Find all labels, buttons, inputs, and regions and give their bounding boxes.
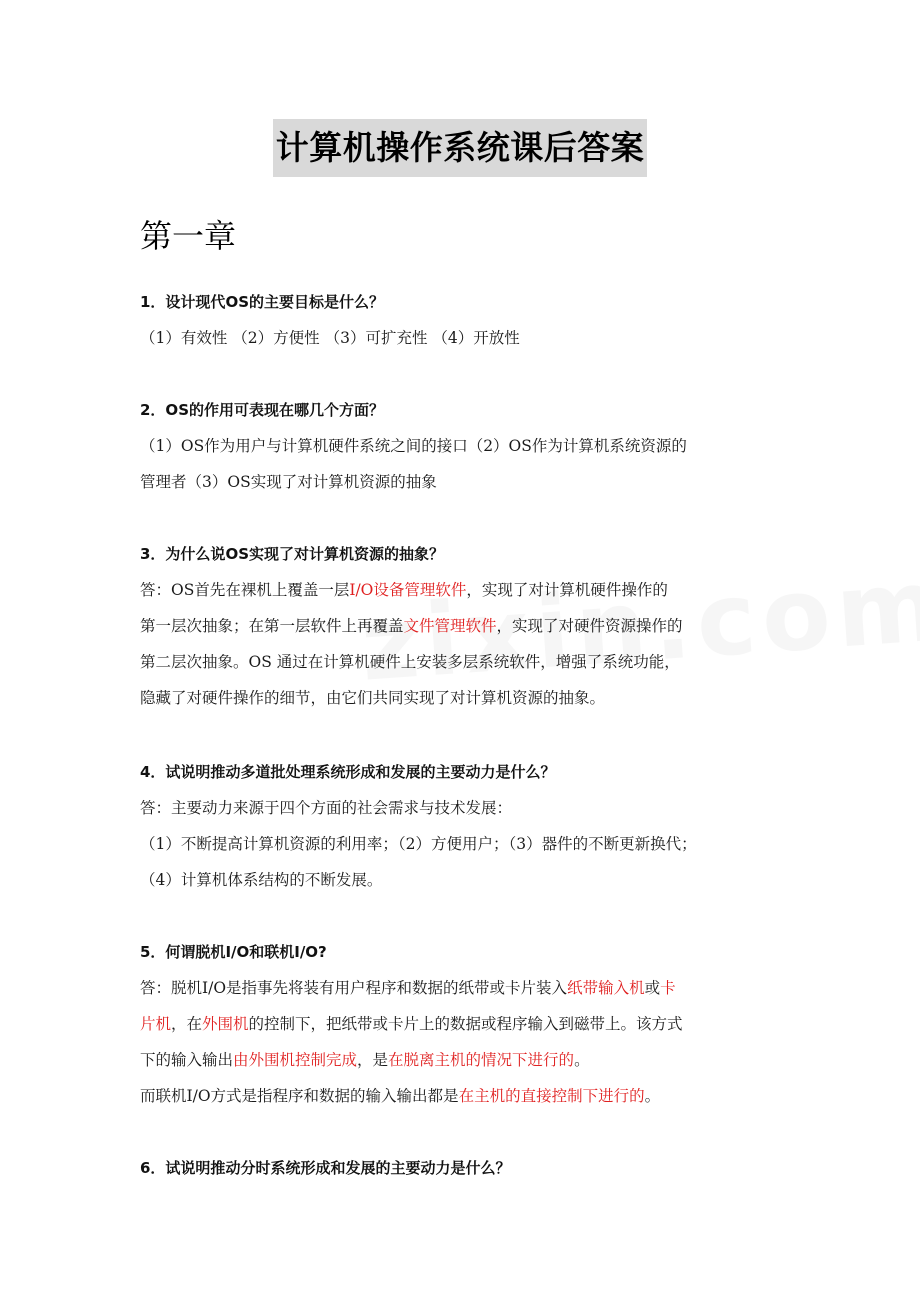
answer-text: ，实现了对计算机硬件操作的 <box>466 581 668 599</box>
answer-text: 。 <box>644 1087 661 1105</box>
answer-text: ，实现了对硬件资源操作的 <box>496 617 683 635</box>
answer-text: 隐藏了对硬件操作的细节，由它们共同实现了对计算机资源的抽象。 <box>140 689 606 707</box>
answer-line <box>140 680 785 716</box>
answer-text: 管理者（3）OS实现了对计算机资源的抽象 <box>140 473 437 491</box>
question-1 <box>140 284 785 356</box>
question-6 <box>140 1150 785 1186</box>
answer-line <box>140 790 785 826</box>
question-4 <box>140 754 785 898</box>
question-5 <box>140 934 785 1114</box>
answer-text: （1）不断提高计算机资源的利用率；（2）方便用户；（3）器件的不断更新换代； <box>140 835 697 853</box>
answer-text: 答：主要动力来源于四个方面的社会需求与技术发展： <box>140 799 513 817</box>
answer-line <box>140 1078 785 1114</box>
answer-line <box>140 428 785 464</box>
answer-text: 答：脱机I/O是指事先将装有用户程序和数据的纸带或卡片装入 <box>140 979 568 997</box>
highlight-text: 纸带输入机 <box>567 979 645 997</box>
highlight-text: 卡 <box>660 979 676 997</box>
document-title: 计算机操作系统课后答案 <box>273 119 647 177</box>
question-3 <box>140 536 785 716</box>
question-2 <box>140 392 785 500</box>
question-title: 3．为什么说OS实现了对计算机资源的抽象？ <box>140 545 444 563</box>
answer-text: 第二层次抽象。OS 通过在计算机硬件上安装多层系统软件，增强了系统功能， <box>140 653 680 671</box>
answer-text: 或 <box>644 979 661 997</box>
answer-text: 下的输入输出 <box>140 1051 234 1069</box>
answer-text: 。 <box>574 1051 590 1069</box>
answer-text: （1）有效性 （2）方便性 （3）可扩充性 （4）开放性 <box>140 329 520 347</box>
question-title: 5．何谓脱机I/O和联机I/O? <box>140 943 327 961</box>
highlight-text: 片机 <box>140 1015 172 1033</box>
answer-line <box>140 572 785 608</box>
answer-line <box>140 464 785 500</box>
answer-line <box>140 320 785 356</box>
highlight-text: I/O设备管理软件 <box>349 581 467 599</box>
question-title: 2．OS的作用可表现在哪几个方面？ <box>140 401 384 419</box>
answer-line <box>140 1006 785 1042</box>
answer-text: 而联机I/O方式是指程序和数据的输入输出都是 <box>140 1087 459 1105</box>
answer-line <box>140 1042 785 1078</box>
answer-line <box>140 644 785 680</box>
question-title: 1．设计现代OS的主要目标是什么？ <box>140 293 384 311</box>
chapter-heading: 第一章 <box>140 217 237 255</box>
highlight-text: 由外围机控制完成 <box>233 1051 358 1069</box>
answer-text: 答：OS首先在裸机上覆盖一层 <box>140 581 350 599</box>
highlight-text: 文件管理软件 <box>403 617 497 635</box>
question-title: 6．试说明推动分时系统形成和发展的主要动力是什么？ <box>140 1159 511 1177</box>
answer-text: ，在 <box>171 1015 203 1033</box>
answer-text: （1）OS作为用户与计算机硬件系统之间的接口（2）OS作为计算机系统资源的 <box>140 437 687 455</box>
answer-text: 的控制下，把纸带或卡片上的数据或程序输入到磁带上。该方式 <box>248 1015 683 1033</box>
answer-text: 第一层次抽象；在第一层软件上再覆盖 <box>140 617 404 635</box>
highlight-text: 外围机 <box>202 1015 249 1033</box>
answer-line <box>140 608 785 644</box>
answer-text: （4）计算机体系结构的不断发展。 <box>140 871 383 889</box>
answer-text: ，是 <box>357 1051 389 1069</box>
question-title: 4．试说明推动多道批处理系统形成和发展的主要动力是什么？ <box>140 763 556 781</box>
answer-line <box>140 970 785 1006</box>
highlight-text: 在脱离主机的情况下进行的 <box>388 1051 575 1069</box>
answer-line <box>140 826 785 862</box>
highlight-text: 在主机的直接控制下进行的 <box>458 1087 645 1105</box>
answer-line <box>140 862 785 898</box>
